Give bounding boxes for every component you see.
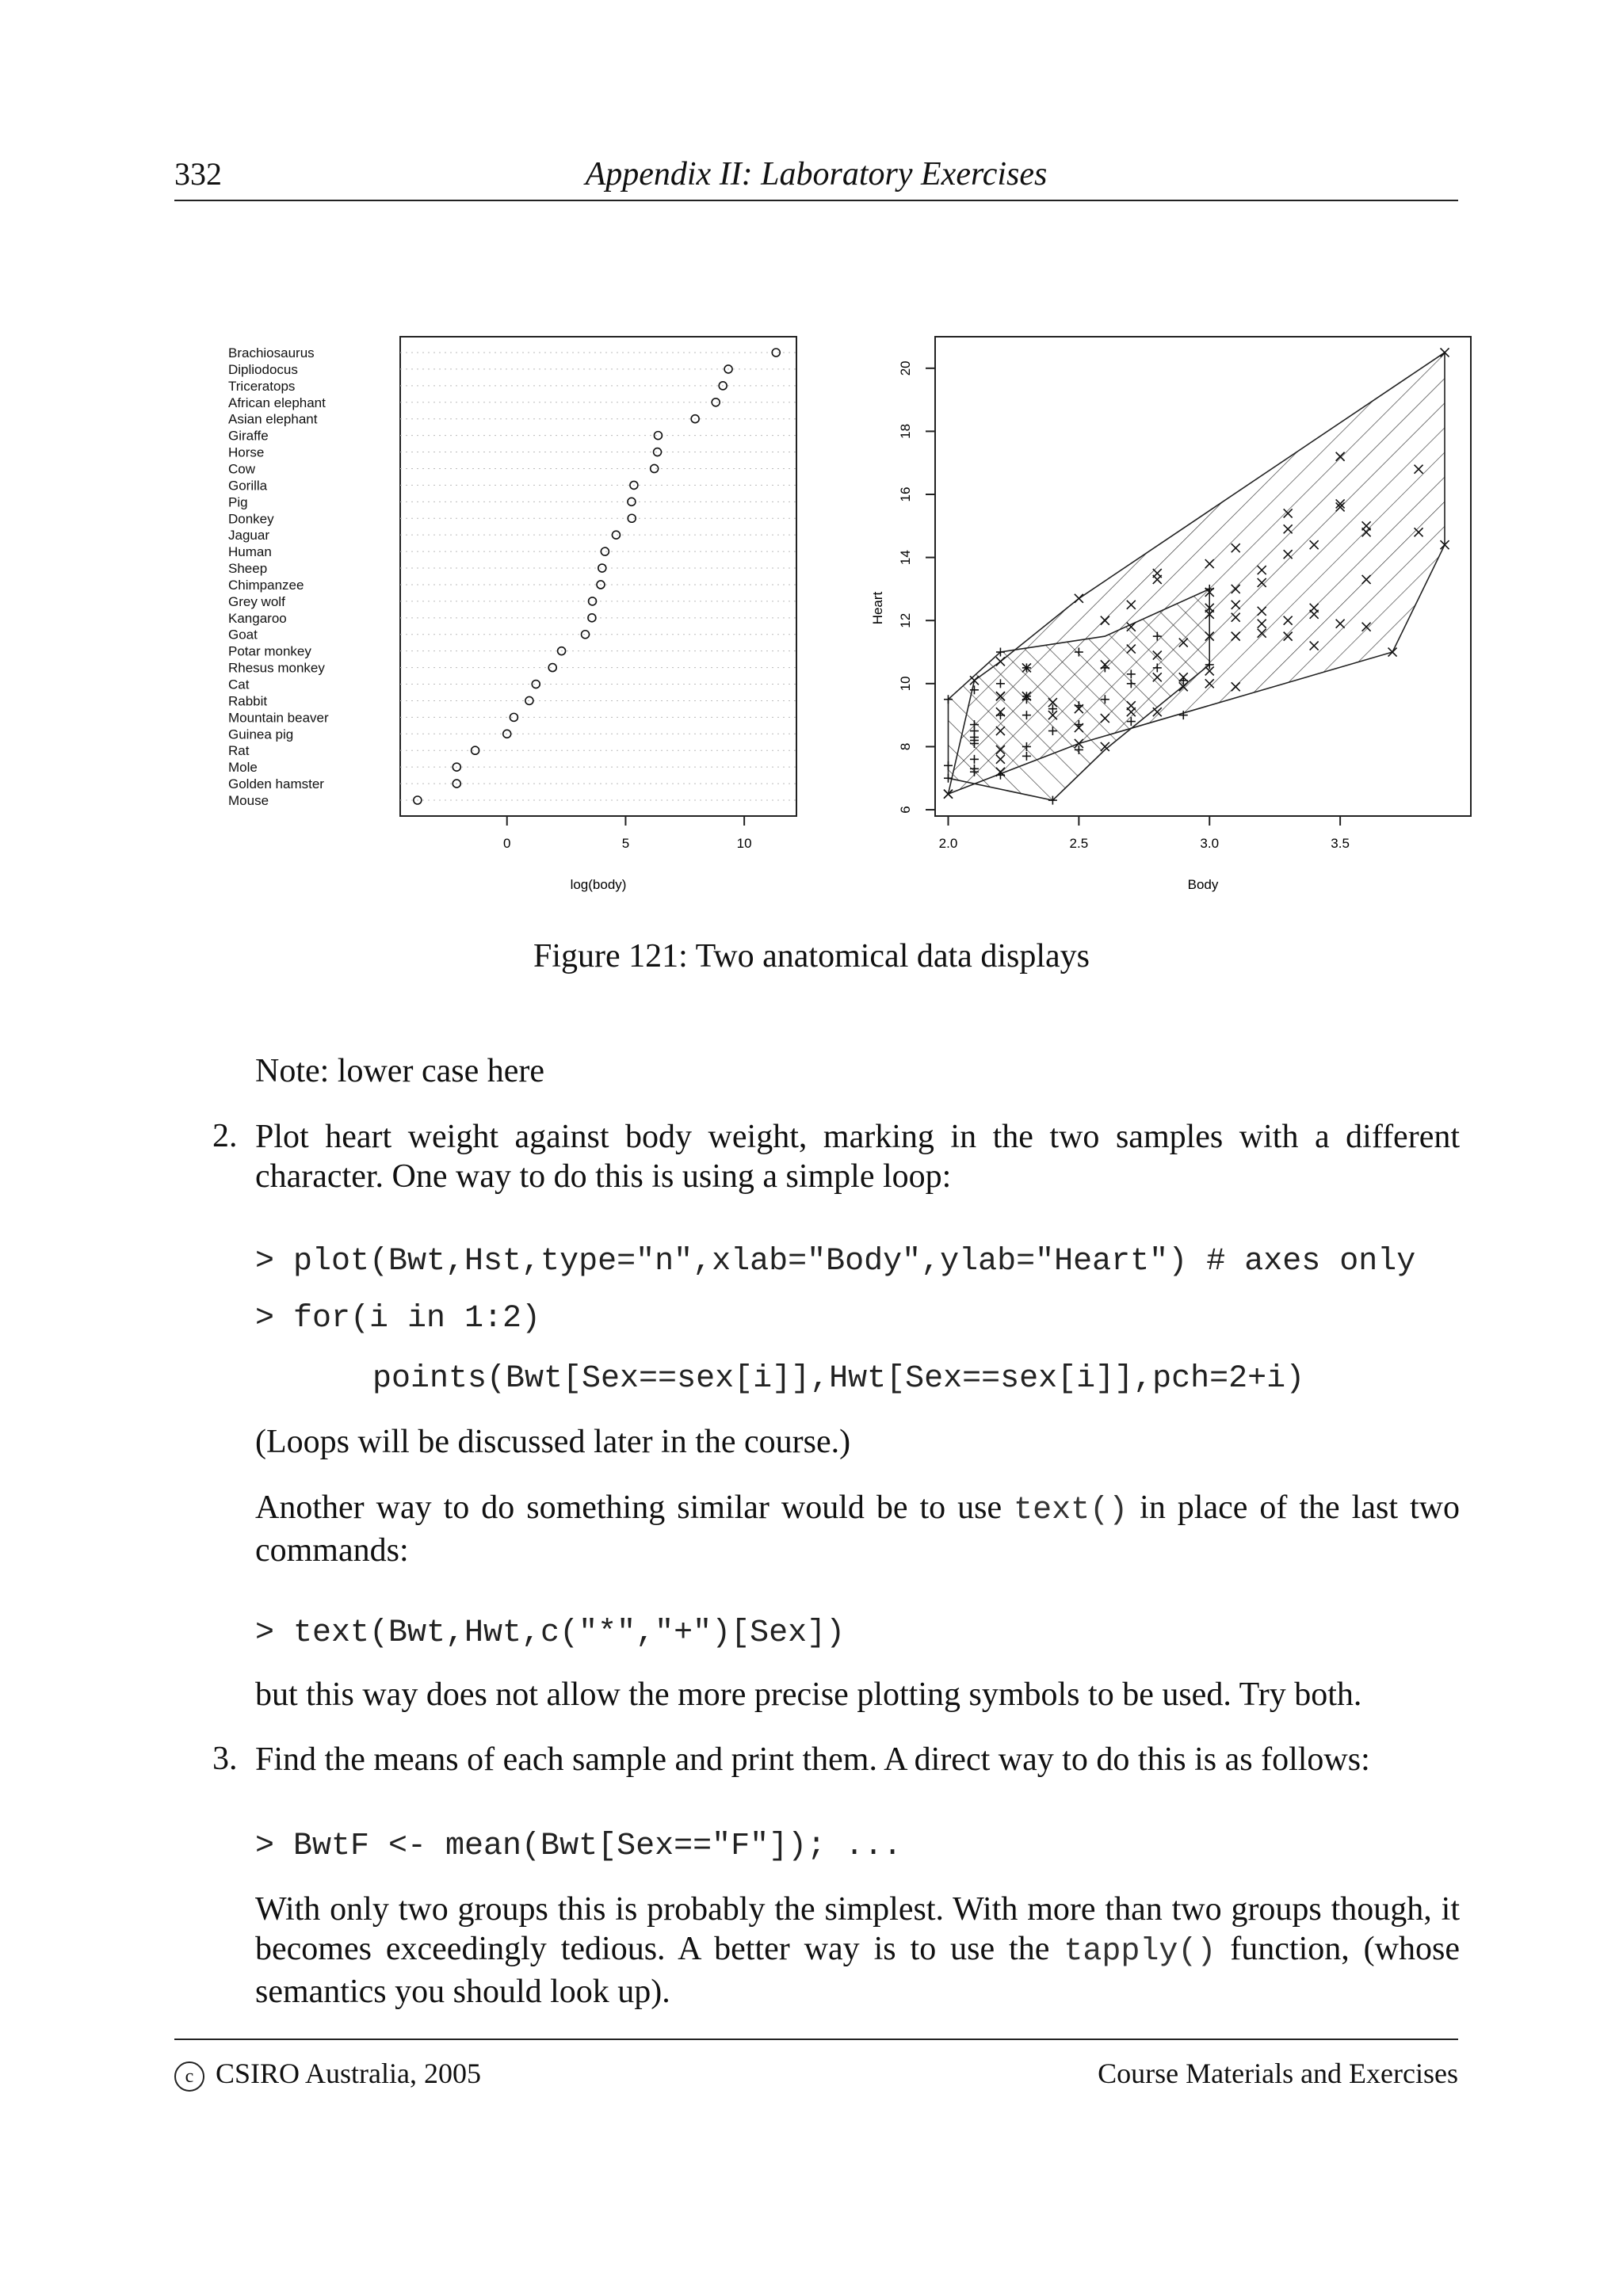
dotchart-category-label: Donkey — [228, 511, 274, 527]
dotchart-category-label: Kangaroo — [228, 610, 287, 626]
code-mean: > BwtF <- mean(Bwt[Sex=="F"]); ... — [255, 1829, 903, 1864]
dotchart-x-axis-label: log(body) — [570, 877, 627, 892]
footer-left: c CSIRO Australia, 2005 — [174, 2057, 481, 2092]
scatter-x-tick-label: 3.5 — [1331, 836, 1350, 851]
dotchart-category-label: Dipliodocus — [228, 361, 298, 377]
loops-note: (Loops will be discussed later in the course.) — [255, 1424, 851, 1460]
scatter-y-tick-label: 16 — [898, 486, 913, 502]
dotchart-point — [598, 564, 606, 572]
dotchart-x-tick-label: 0 — [502, 836, 511, 851]
dotchart-point — [601, 547, 609, 555]
scatter-x-tick-label: 2.0 — [938, 836, 958, 851]
dotchart-panel — [228, 337, 796, 892]
item-2-text: Plot heart weight against body weight, marking in the two samples with a different character. One way to do this is using a simple loop: — [255, 1119, 1460, 1195]
dotchart-point — [510, 713, 517, 721]
footer-rule — [174, 2039, 1458, 2040]
but-text: but this way does not allow the more precise plotting symbols to be used. Try both. — [255, 1676, 1362, 1713]
dotchart-x-tick-label: 10 — [736, 836, 752, 851]
scatter-y-tick-label: 8 — [898, 742, 913, 751]
dotchart-category-label: Cat — [228, 677, 250, 692]
scatter-y-tick-label: 18 — [898, 423, 913, 439]
dotchart-point — [532, 681, 540, 688]
dotchart-category-label: Asian elephant — [228, 411, 318, 427]
item-number-2: 2. — [212, 1118, 238, 1154]
item-3-text: Find the means of each sample and print them. A direct way to do this is as follows: — [255, 1741, 1370, 1778]
inline-code-text: text() — [1014, 1493, 1128, 1528]
footer-right: Course Materials and Exercises — [1098, 2058, 1458, 2089]
dotchart-category-label: Rabbit — [228, 693, 268, 709]
dotchart-category-label: Giraffe — [228, 428, 269, 444]
dotchart-point — [654, 432, 662, 440]
dotchart-category-label: Guinea pig — [228, 727, 294, 742]
inline-code-tapply: tapply() — [1064, 1934, 1216, 1970]
dotchart-category-label: Gorilla — [228, 478, 268, 494]
scatter-y-tick-label: 20 — [898, 360, 913, 376]
dotchart-category-label: Rat — [228, 743, 250, 759]
dotchart-point — [548, 664, 556, 672]
note-text: Note: lower case here — [255, 1053, 544, 1089]
dotchart-category-label: Cow — [228, 461, 256, 477]
dotchart-x-tick-label: 5 — [621, 836, 630, 851]
scatter-x-tick-label: 2.5 — [1069, 836, 1089, 851]
code-text: > text(Bwt,Hwt,c("*","+")[Sex]) — [255, 1615, 846, 1651]
dotchart-category-label: Jaguar — [228, 528, 269, 543]
scatter-x-tick-label: 3.0 — [1200, 836, 1220, 851]
code-for: > for(i in 1:2) — [255, 1301, 541, 1337]
dotchart-category-label: African elephant — [228, 395, 326, 410]
dotchart-point — [712, 399, 720, 406]
dotchart-point — [612, 531, 620, 539]
scatter-y-tick-label: 14 — [898, 550, 913, 566]
dotchart-category-label: Brachiosaurus — [228, 345, 315, 360]
dotchart-category-label: Goat — [228, 627, 258, 643]
figure-121 — [174, 317, 1474, 919]
dotchart-category-label: Rhesus monkey — [228, 660, 325, 676]
dotchart-category-label: Mountain beaver — [228, 710, 329, 726]
dotchart-category-label: Sheep — [228, 561, 268, 577]
dotchart-point — [654, 448, 662, 456]
scatter-y-axis-label: Heart — [870, 591, 885, 625]
dotchart-category-label: Potar monkey — [228, 643, 311, 659]
dotchart-category-label: Chimpanzee — [228, 577, 304, 593]
dotchart-frame — [400, 337, 796, 816]
copyright-icon: c — [174, 2061, 204, 2092]
dotchart-category-label: Pig — [228, 494, 248, 510]
page-number: 332 — [174, 156, 222, 192]
dotchart-point — [651, 464, 659, 472]
dotchart-category-label: Mouse — [228, 793, 269, 808]
code-points: points(Bwt[Sex==sex[i]],Hwt[Sex==sex[i]],pch=2+i) — [372, 1361, 1305, 1397]
running-title: Appendix II: Laboratory Exercises — [585, 156, 1048, 193]
dotchart-category-label: Triceratops — [228, 378, 296, 394]
another-way-text: Another way to do something similar would be to use text() in place of the last two commands: — [255, 1489, 1460, 1569]
with-groups-text: With only two groups this is probably the simplest. With more than two groups though, it becomes exceedingly tedious. A better way is to use the tapply() function, (whose semantics you should look up). — [255, 1891, 1460, 2010]
dotchart-category-label: Horse — [228, 444, 265, 460]
figure-caption: Figure 121: Two anatomical data displays — [533, 938, 1090, 974]
code-plot: > plot(Bwt,Hst,type="n",xlab="Body",ylab="Heart") # axes only — [255, 1244, 1416, 1280]
dotchart-category-label: Golden hamster — [228, 776, 324, 792]
scatter-y-tick-label: 12 — [898, 612, 913, 628]
scatter-y-tick-label: 6 — [898, 806, 913, 814]
scatter-x-axis-label: Body — [1187, 877, 1219, 892]
page-header — [174, 151, 1458, 201]
item-number-3: 3. — [212, 1741, 238, 1777]
scatter-panel — [870, 337, 1471, 892]
scatter-y-tick-label: 10 — [898, 676, 913, 692]
dotchart-category-label: Human — [228, 544, 272, 560]
dotchart-point — [582, 631, 590, 639]
dotchart-category-label: Grey wolf — [228, 593, 285, 609]
dotchart-category-label: Mole — [228, 760, 258, 776]
point-male-cross — [944, 790, 953, 799]
